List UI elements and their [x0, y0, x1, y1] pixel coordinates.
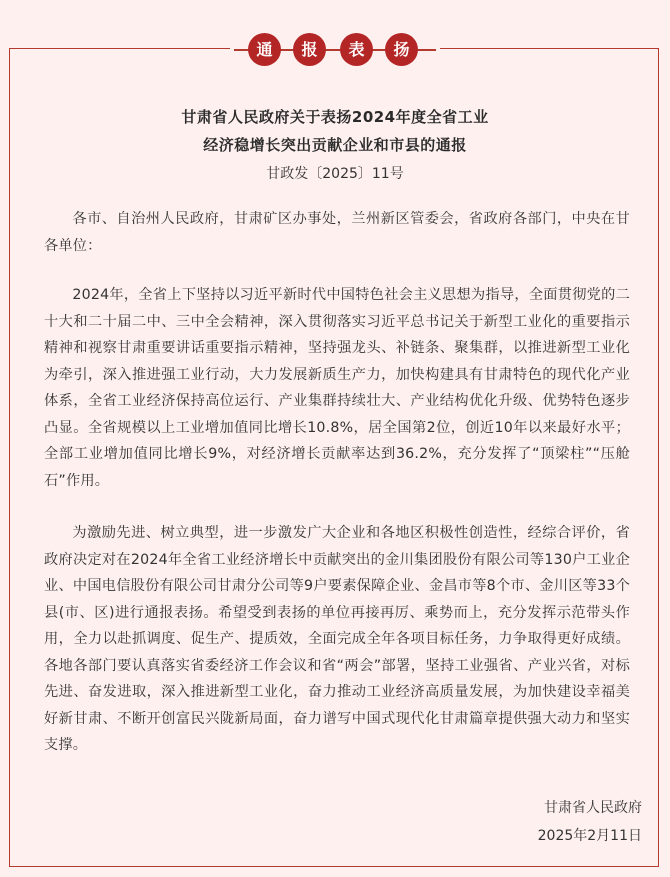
- banner-badge-2: 报: [293, 33, 326, 66]
- banner-badge-4: 扬: [385, 33, 418, 66]
- paragraph-1: 2024年，全省上下坚持以习近平新时代中国特色社会主义思想为指导，全面贯彻党的二十大和二十届二中、三中全会精神，深入贯彻落实习近平总书记关于新型工业化的重要指示精神和视察甘肃重要讲话重要指示精神，坚持强龙头、补链条、聚集群，以推进新型工业化为牵引，深入推进强工业行动，大力发展新质生产力，加快构建具有甘肃特色的现代化产业体系，全省工业经济保持高位运行、产业集群持续壮大、产业结构优化升级、优势特色逐步凸显。全省规模以上工业增加值同比增长10.8%，居全国第2位，创近10年以来最好水平；全部工业增加值同比增长9%，对经济增长贡献率达到36.2%，充分发挥了“顶梁柱”“压舱石”作用。: [44, 287, 630, 489]
- document-number: 甘政发〔2025〕11号: [266, 166, 404, 182]
- notice-banner: [230, 31, 440, 69]
- banner-badge-3: 表: [340, 33, 373, 66]
- signature-org: 甘肃省人民政府: [544, 800, 642, 816]
- document-title-line-1: 甘肃省人民政府关于表扬2024年度全省工业: [181, 108, 489, 126]
- banner-badge-1: 通: [248, 33, 281, 66]
- signature-date: 2025年2月11日: [537, 828, 642, 844]
- paragraph-2: 为激励先进、树立典型，进一步激发广大企业和各地区积极性创造性，经综合评价，省政府决定对在2024年全省工业经济增长中贡献突出的金川集团股份有限公司等130户工业企业、中国电信股份有限公司甘肃分公司等9户要素保障企业、金昌市等8个市、金川区等33个县(市、区)进行通报表扬。希望受到表扬的单位再接再厉、乘势而上，充分发挥示范带头作用，全力以赴抓调度、促生产、提质效，全面完成全年各项目标任务，力争取得更好成绩。各地各部门要认真落实省委经济工作会议和省“两会”部署，坚持工业强省、产业兴省，对标先进、奋发进取，深入推进新型工业化，奋力推动工业经济高质量发展，为加快建设幸福美好新甘肃、不断开创富民兴陇新局面，奋力谱写中国式现代化甘肃篇章提供强大动力和坚实支撑。: [44, 525, 630, 753]
- salutation: 各市、自治州人民政府，甘肃矿区办事处，兰州新区管委会，省政府各部门，中央在甘各单位：: [44, 211, 630, 254]
- document-title-line-2: 经济稳增长突出贡献企业和市县的通报: [203, 136, 467, 154]
